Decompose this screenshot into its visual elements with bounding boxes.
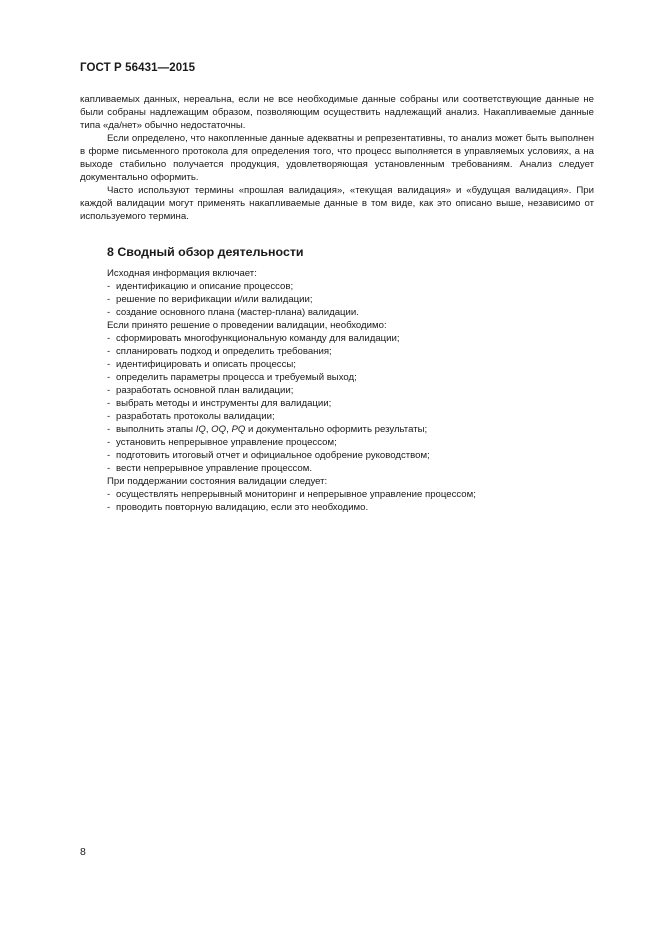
list-item: - вести непрерывное управление процессом. (107, 463, 313, 474)
page-content (80, 93, 594, 514)
paragraph-continuation: капливаемых данных, нереальна, если не все необходимые данные собраны или соответствующие данные не были собраны надлежащим образом, позволяющим осуществить надлежащий анализ. Накапливаемые данные типа «да/нет» обычно недостаточны. (80, 94, 594, 131)
paragraph-terms: Часто используют термины «прошлая валидация», «текущая валидация» и «будущая валидация». При каждой валидации могут применять накапливаемые данные в том виде, как это описано выше, независимо от используемого термина. (80, 185, 594, 222)
intro-validation-decision: Если принято решение о проведении валидации, необходимо: (107, 320, 387, 331)
list-item: - осуществлять непрерывный мониторинг и непрерывное управление процессом; (107, 489, 476, 500)
list-item: - проводить повторную валидацию, если это необходимо. (107, 502, 369, 513)
list-item: - установить непрерывное управление процессом; (107, 437, 337, 448)
paragraph-analysis: Если определено, что накопленные данные адекватны и репрезентативны, то анализ может быть выполнен в форме письменного протокола для определения того, что процесс выполняется в управляемых условиях, а на выходе стабильно получается продукция, удовлетворяющая установленным требованиям. Анализ следует документально оформить. (80, 133, 594, 183)
intro-input-info: Исходная информация включает: (107, 268, 257, 279)
list-item: - идентификацию и описание процессов; (107, 281, 294, 292)
list-item: - разработать протоколы валидации; (107, 411, 275, 422)
list-item: - определить параметры процесса и требуемый выход; (107, 372, 357, 383)
list-item: - выбрать методы и инструменты для валидации; (107, 398, 332, 409)
list-item-stages: - выполнить этапы IQ, OQ, PQ и документально оформить результаты; (107, 424, 428, 435)
list-item: - создание основного плана (мастер-плана) валидации. (107, 307, 359, 318)
list-item: - решение по верификации и/или валидации; (107, 294, 313, 305)
list-item: - подготовить итоговый отчет и официальное одобрение руководством; (107, 450, 430, 461)
document-code: ГОСТ Р 56431—2015 (80, 62, 196, 74)
list-item: - идентифицировать и описать процессы; (107, 359, 296, 370)
intro-maintaining-validation: При поддержании состояния валидации следует: (107, 476, 328, 487)
list-item: - сформировать многофункциональную команду для валидации; (107, 333, 400, 344)
page-number: 8 (80, 846, 86, 858)
section-body (107, 267, 594, 514)
list-item: - разработать основной план валидации; (107, 385, 294, 396)
list-item: - спланировать подход и определить требования; (107, 346, 332, 357)
section-title: 8 Сводный обзор деятельности (107, 245, 304, 259)
